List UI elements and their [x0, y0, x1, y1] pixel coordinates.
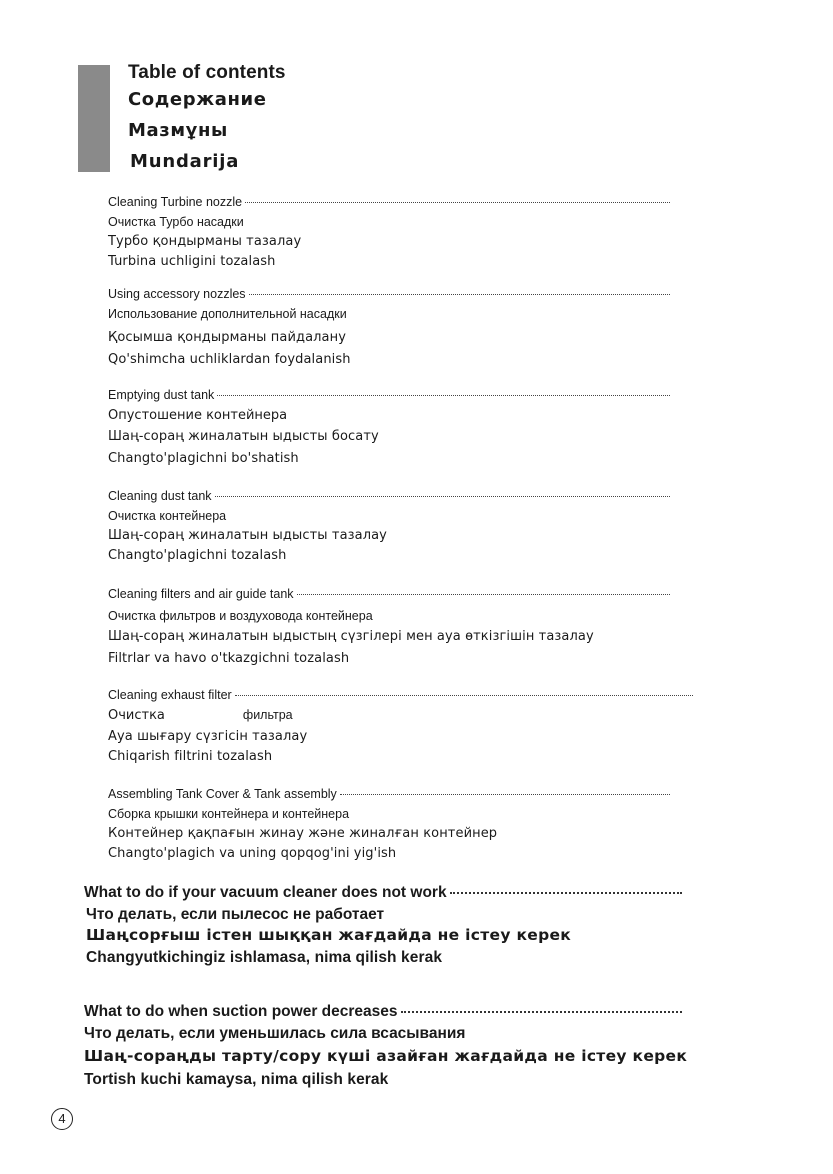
toc-entry-cleaning-filters[interactable]	[108, 585, 670, 668]
dot-leader	[235, 695, 693, 696]
toc-title-en: Table of contents	[128, 62, 286, 83]
toc-entry-assembling-tank[interactable]	[108, 785, 670, 863]
section-title-kz: Шаң-сораңды тарту/сору күші азайған жағдайда не істеу керек	[84, 1047, 688, 1065]
dot-leader	[297, 594, 670, 595]
entry-title-en: Assembling Tank Cover & Tank assembly	[108, 787, 337, 801]
entry-title-ru: Опустошение контейнера	[108, 407, 288, 423]
entry-title-kz: Контейнер қақпағын жинау және жиналған контейнер	[108, 826, 498, 841]
toc-entry-emptying-dust-tank[interactable]	[108, 386, 670, 468]
entry-title-uz: Changto'plagichni bo'shatish	[108, 450, 299, 466]
entry-title-ru: Очистка Турбо насадки	[108, 214, 244, 229]
entry-title-ru: Сборка крышки контейнера и контейнера	[108, 806, 350, 821]
side-bar-decoration	[78, 65, 110, 172]
section-title-ru: Что делать, если уменьшилась сила всасывания	[84, 1024, 466, 1042]
toc-title-ru: Содержание	[128, 89, 267, 110]
entry-title-kz: Қосымша қондырманы пайдалану	[108, 330, 347, 345]
page-number: 4	[51, 1108, 73, 1130]
toc-entry-cleaning-turbine-nozzle[interactable]	[108, 193, 670, 271]
section-title-kz: Шаңсорғыш істен шыққан жағдайда не істеу керек	[86, 926, 572, 944]
entry-title-uz: Qo'shimcha uchliklardan foydalanish	[108, 351, 351, 367]
toc-entry-using-accessory-nozzles[interactable]	[108, 285, 670, 369]
section-title-ru: Что делать, если пылесос не работает	[86, 905, 385, 923]
dot-leader	[340, 794, 670, 795]
toc-entry-cleaning-exhaust-filter[interactable]	[108, 686, 693, 766]
entry-title-uz: Filtrlar va havo o'tkazgichni tozalash	[108, 650, 350, 666]
toc-title-kz: Мазмұны	[128, 120, 228, 141]
dot-leader	[450, 892, 682, 894]
entry-title-en: Cleaning exhaust filter	[108, 688, 232, 702]
entry-title-kz: Ауа шығару сүзгісін тазалау	[108, 729, 308, 744]
entry-title-kz: Шаң-сораң жиналатын ыдысты босату	[108, 429, 379, 444]
toc-title-block	[128, 63, 286, 171]
entry-title-uz: Changto'plagichni tozalash	[108, 547, 287, 563]
entry-title-en: Cleaning Turbine nozzle	[108, 195, 243, 209]
entry-title-en: Emptying dust tank	[108, 388, 215, 402]
entry-title-ru-part-a: Очистка	[108, 707, 165, 723]
entry-title-ru: Очистка фильтров и воздуховода контейнера	[108, 608, 373, 623]
dot-leader	[245, 202, 670, 203]
entry-title-ru: Использование дополнительной насадки	[108, 306, 347, 321]
entry-title-kz: Шаң-сораң жиналатын ыдыстың сүзгілері мен ауа өткізгішін тазалау	[108, 629, 594, 644]
dot-leader	[249, 294, 670, 295]
entry-title-ru: Очистка контейнера	[108, 508, 227, 523]
section-title-uz: Changyutkichingiz ishlamasa, nima qilish kerak	[86, 948, 443, 966]
entry-title-kz: Турбо қондырманы тазалау	[108, 234, 302, 249]
section-title-en: What to do when suction power decreases	[84, 1003, 398, 1020]
toc-section-suction-decreases[interactable]	[84, 1001, 688, 1090]
entry-title-en: Using accessory nozzles	[108, 287, 246, 301]
dot-leader	[401, 1011, 683, 1013]
dot-leader	[215, 496, 670, 497]
dot-leader	[217, 395, 670, 396]
section-title-en: What to do if your vacuum cleaner does not work	[84, 884, 447, 901]
entry-title-en: Cleaning dust tank	[108, 489, 212, 503]
entry-title-uz: Chiqarish filtrini tozalash	[108, 748, 273, 764]
section-title-uz: Tortish kuchi kamaysa, nima qilish kerak	[84, 1070, 389, 1088]
toc-entry-cleaning-dust-tank[interactable]	[108, 487, 670, 565]
entry-title-uz: Turbina uchligini tozalash	[108, 253, 276, 269]
entry-title-kz: Шаң-сораң жиналатын ыдысты тазалау	[108, 528, 387, 543]
entry-title-ru-part-b: фильтра	[242, 707, 293, 722]
toc-section-not-working[interactable]	[84, 882, 682, 968]
toc-title-uz: Mundarija	[130, 151, 240, 172]
entry-title-en: Cleaning filters and air guide tank	[108, 587, 294, 601]
entry-title-uz: Changto'plagich va uning qopqog'ini yig'ish	[108, 845, 397, 861]
